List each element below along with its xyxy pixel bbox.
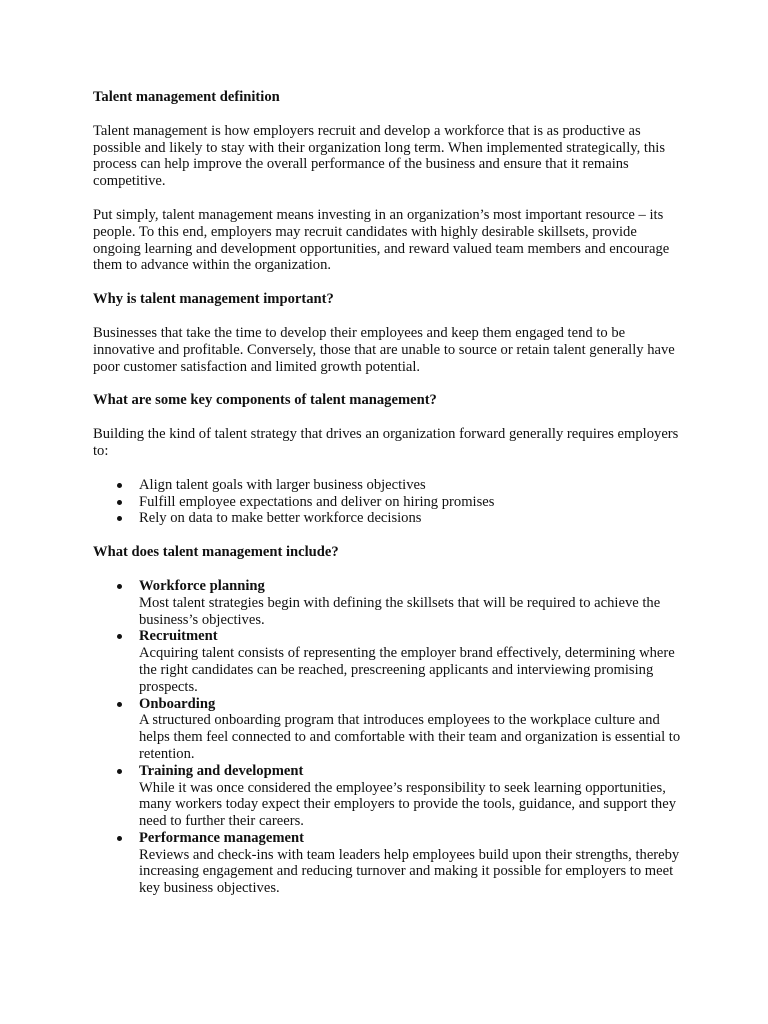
heading-definition: Talent management definition bbox=[93, 89, 280, 105]
heading-importance: Why is talent management important? bbox=[93, 291, 334, 308]
list-item bbox=[93, 763, 683, 830]
includes-list bbox=[93, 578, 683, 897]
list-item bbox=[93, 578, 683, 628]
list-item bbox=[93, 628, 683, 695]
list-item: Rely on data to make better workforce decisions bbox=[93, 510, 683, 527]
item-description: While it was once considered the employee’s responsibility to seek learning opportunities, many workers today expect their employers to provide the tools, guidance, and support they need to further their careers. bbox=[139, 779, 676, 830]
components-list bbox=[93, 477, 683, 527]
item-title: Performance management bbox=[139, 829, 304, 846]
list-item bbox=[93, 696, 683, 763]
definition-paragraph-2: Put simply, talent management means investing in an organization’s most important resource – its people. To this end, employers may recruit candidates with highly desirable skillsets, provide ongoing learning and development opportunities, and reward valued team members and encourage them to advance within the organization. bbox=[93, 206, 670, 274]
importance-paragraph: Businesses that take the time to develop their employees and keep them engaged tend to be innovative and profitable. Conversely, those that are unable to source or retain talent generally have poor customer satisfaction and limited growth potential. bbox=[93, 324, 675, 375]
item-description: Reviews and check-ins with team leaders help employees build upon their strengths, thereby increasing engagement and reducing turnover and making it possible for employers to meet key business objectives. bbox=[139, 846, 680, 897]
list-item: Fulfill employee expectations and deliver on hiring promises bbox=[93, 494, 683, 511]
heading-components: What are some key components of talent management? bbox=[93, 392, 437, 409]
definition-paragraph-1: Talent management is how employers recruit and develop a workforce that is as productive as possible and likely to stay with their organization long term. When implemented strategically, this process can help improve the overall performance of the business and ensure that it remains competitive. bbox=[93, 122, 666, 190]
item-title: Onboarding bbox=[139, 695, 216, 712]
item-description: Most talent strategies begin with defining the skillsets that will be required to achieve the business’s objectives. bbox=[139, 594, 661, 628]
components-intro: Building the kind of talent strategy that drives an organization forward generally requires employers to: bbox=[93, 426, 679, 459]
item-title: Recruitment bbox=[139, 628, 218, 645]
document-body bbox=[93, 89, 683, 897]
list-item: Align talent goals with larger business objectives bbox=[93, 477, 683, 494]
heading-includes: What does talent management include? bbox=[93, 544, 339, 561]
list-item bbox=[93, 830, 683, 897]
item-title: Workforce planning bbox=[139, 577, 265, 594]
item-title: Training and development bbox=[139, 762, 304, 779]
item-description: Acquiring talent consists of representing the employer brand effectively, determining where the right candidates can be reached, prescreening applicants and interviewing promising prospects. bbox=[139, 645, 675, 695]
item-description: A structured onboarding program that introduces employees to the workplace culture and helps them feel connected to and comfortable with their team and organization is essential to retention. bbox=[139, 712, 681, 762]
